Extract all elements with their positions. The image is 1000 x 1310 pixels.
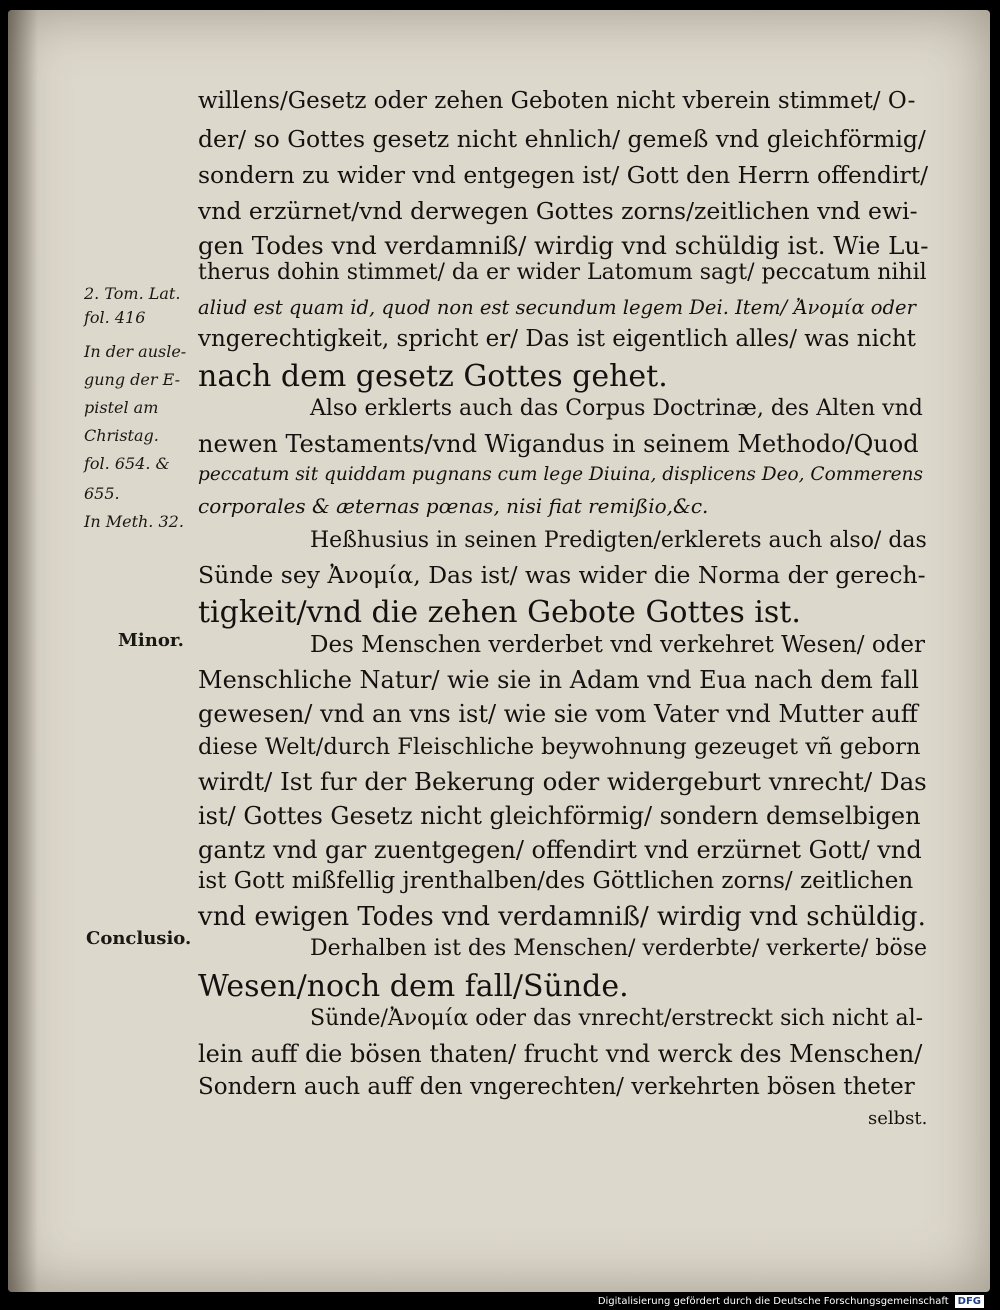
text-line: nach dem gesetz Gottes gehet.	[198, 359, 668, 394]
text-line: diese Welt/durch Fleischliche beywohnung gezeuget vñ geborn	[198, 734, 921, 760]
text-line: vnd erzürnet/vnd derwegen Gottes zorns/zeitlichen vnd ewi-	[198, 197, 918, 225]
footer-text: Digitalisierung gefördert durch die Deutsche Forschungsgemeinschaft	[597, 1296, 949, 1307]
margin-note: pistel am	[84, 398, 159, 417]
text-line: Menschliche Natur/ wie sie in Adam vnd Eua nach dem fall	[198, 666, 919, 694]
margin-note: In der ausle-	[84, 342, 187, 361]
text-line: gen Todes vnd verdamniß/ wirdig vnd schüldig ist. Wie Lu-	[198, 231, 929, 260]
text-line: Sondern auch auff den vngerechten/ verkehrten bösen theter	[198, 1074, 915, 1100]
page-binding-shadow	[8, 10, 38, 1292]
text-line: vnd ewigen Todes vnd verdamniß/ wirdig vnd schüldig.	[198, 902, 926, 932]
margin-note: fol. 654. &	[84, 454, 170, 473]
text-line: selbst.	[868, 1108, 928, 1129]
paragraph-start-line: Also erklerts auch das Corpus Doctrinæ, des Alten vnd	[310, 396, 923, 421]
text-line: corporales & æternas pœnas, nisi fiat remißio,&c.	[198, 494, 709, 518]
dfg-logo-icon: DFG	[955, 1295, 984, 1308]
text-line: gantz vnd gar zuentgegen/ offendirt vnd erzürnet Gott/ vnd	[198, 836, 922, 864]
paragraph-start-line: Des Menschen verderbet vnd verkehret Wesen/ oder	[310, 632, 925, 658]
margin-note: gung der E-	[84, 370, 181, 389]
text-line: Wesen/noch dem fall/Sünde.	[198, 969, 629, 1004]
text-line: der/ so Gottes gesetz nicht ehnlich/ gemeß vnd gleichförmig/	[198, 125, 926, 153]
text-line: ist Gott mißfellig jrenthalben/des Göttlichen zorns/ zeitlichen	[198, 868, 914, 894]
margin-note: 2. Tom. Lat.	[84, 284, 181, 303]
text-line: aliud est quam id, quod non est secundum legem Dei. Item/ Ἀνομία oder	[198, 296, 916, 319]
margin-note: fol. 416	[84, 308, 146, 327]
margin-heading-conclusio: Conclusio.	[86, 928, 192, 949]
margin-note: Christag.	[84, 426, 159, 445]
text-line: wirdt/ Ist fur der Bekerung oder widergeburt vnrecht/ Das	[198, 767, 927, 796]
text-line: lein auff die bösen thaten/ frucht vnd werck des Menschen/	[198, 1040, 923, 1068]
paragraph-start-line: Heßhusius in seinen Predigten/erklerets auch also/ das	[310, 528, 927, 553]
text-line: vngerechtigkeit, spricht er/ Das ist eigentlich alles/ was nicht	[198, 326, 916, 352]
text-line: newen Testaments/vnd Wigandus in seinem Methodo/Quod	[198, 430, 919, 458]
margin-note: In Meth. 32.	[84, 512, 184, 531]
text-line: peccatum sit quiddam pugnans cum lege Diuina, displicens Deo, Commerens	[198, 464, 923, 485]
paragraph-start-line: Derhalben ist des Menschen/ verderbte/ verkerte/ böse	[310, 936, 928, 961]
text-line: ist/ Gottes Gesetz nicht gleichförmig/ sondern demselbigen	[198, 802, 921, 830]
text-line: therus dohin stimmet/ da er wider Latomum sagt/ peccatum nihil	[198, 260, 927, 285]
text-line: sondern zu wider vnd entgegen ist/ Gott den Herrn offendirt/	[198, 161, 929, 189]
digitization-footer	[598, 1293, 984, 1310]
margin-note: 655.	[84, 484, 120, 503]
text-line: tigkeit/vnd die zehen Gebote Gottes ist.	[198, 595, 801, 630]
text-line: willens/Gesetz oder zehen Geboten nicht vberein stimmet/ O-	[198, 88, 916, 114]
paragraph-start-line: Sünde/Ἀνομία oder das vnrecht/erstreckt sich nicht al-	[310, 1006, 924, 1031]
text-line: Sünde sey Ἀνομία, Das ist/ was wider die Norma der gerech-	[198, 561, 926, 589]
text-line: gewesen/ vnd an vns ist/ wie sie vom Vater vnd Mutter auff	[198, 700, 918, 728]
margin-heading-minor: Minor.	[118, 630, 184, 651]
